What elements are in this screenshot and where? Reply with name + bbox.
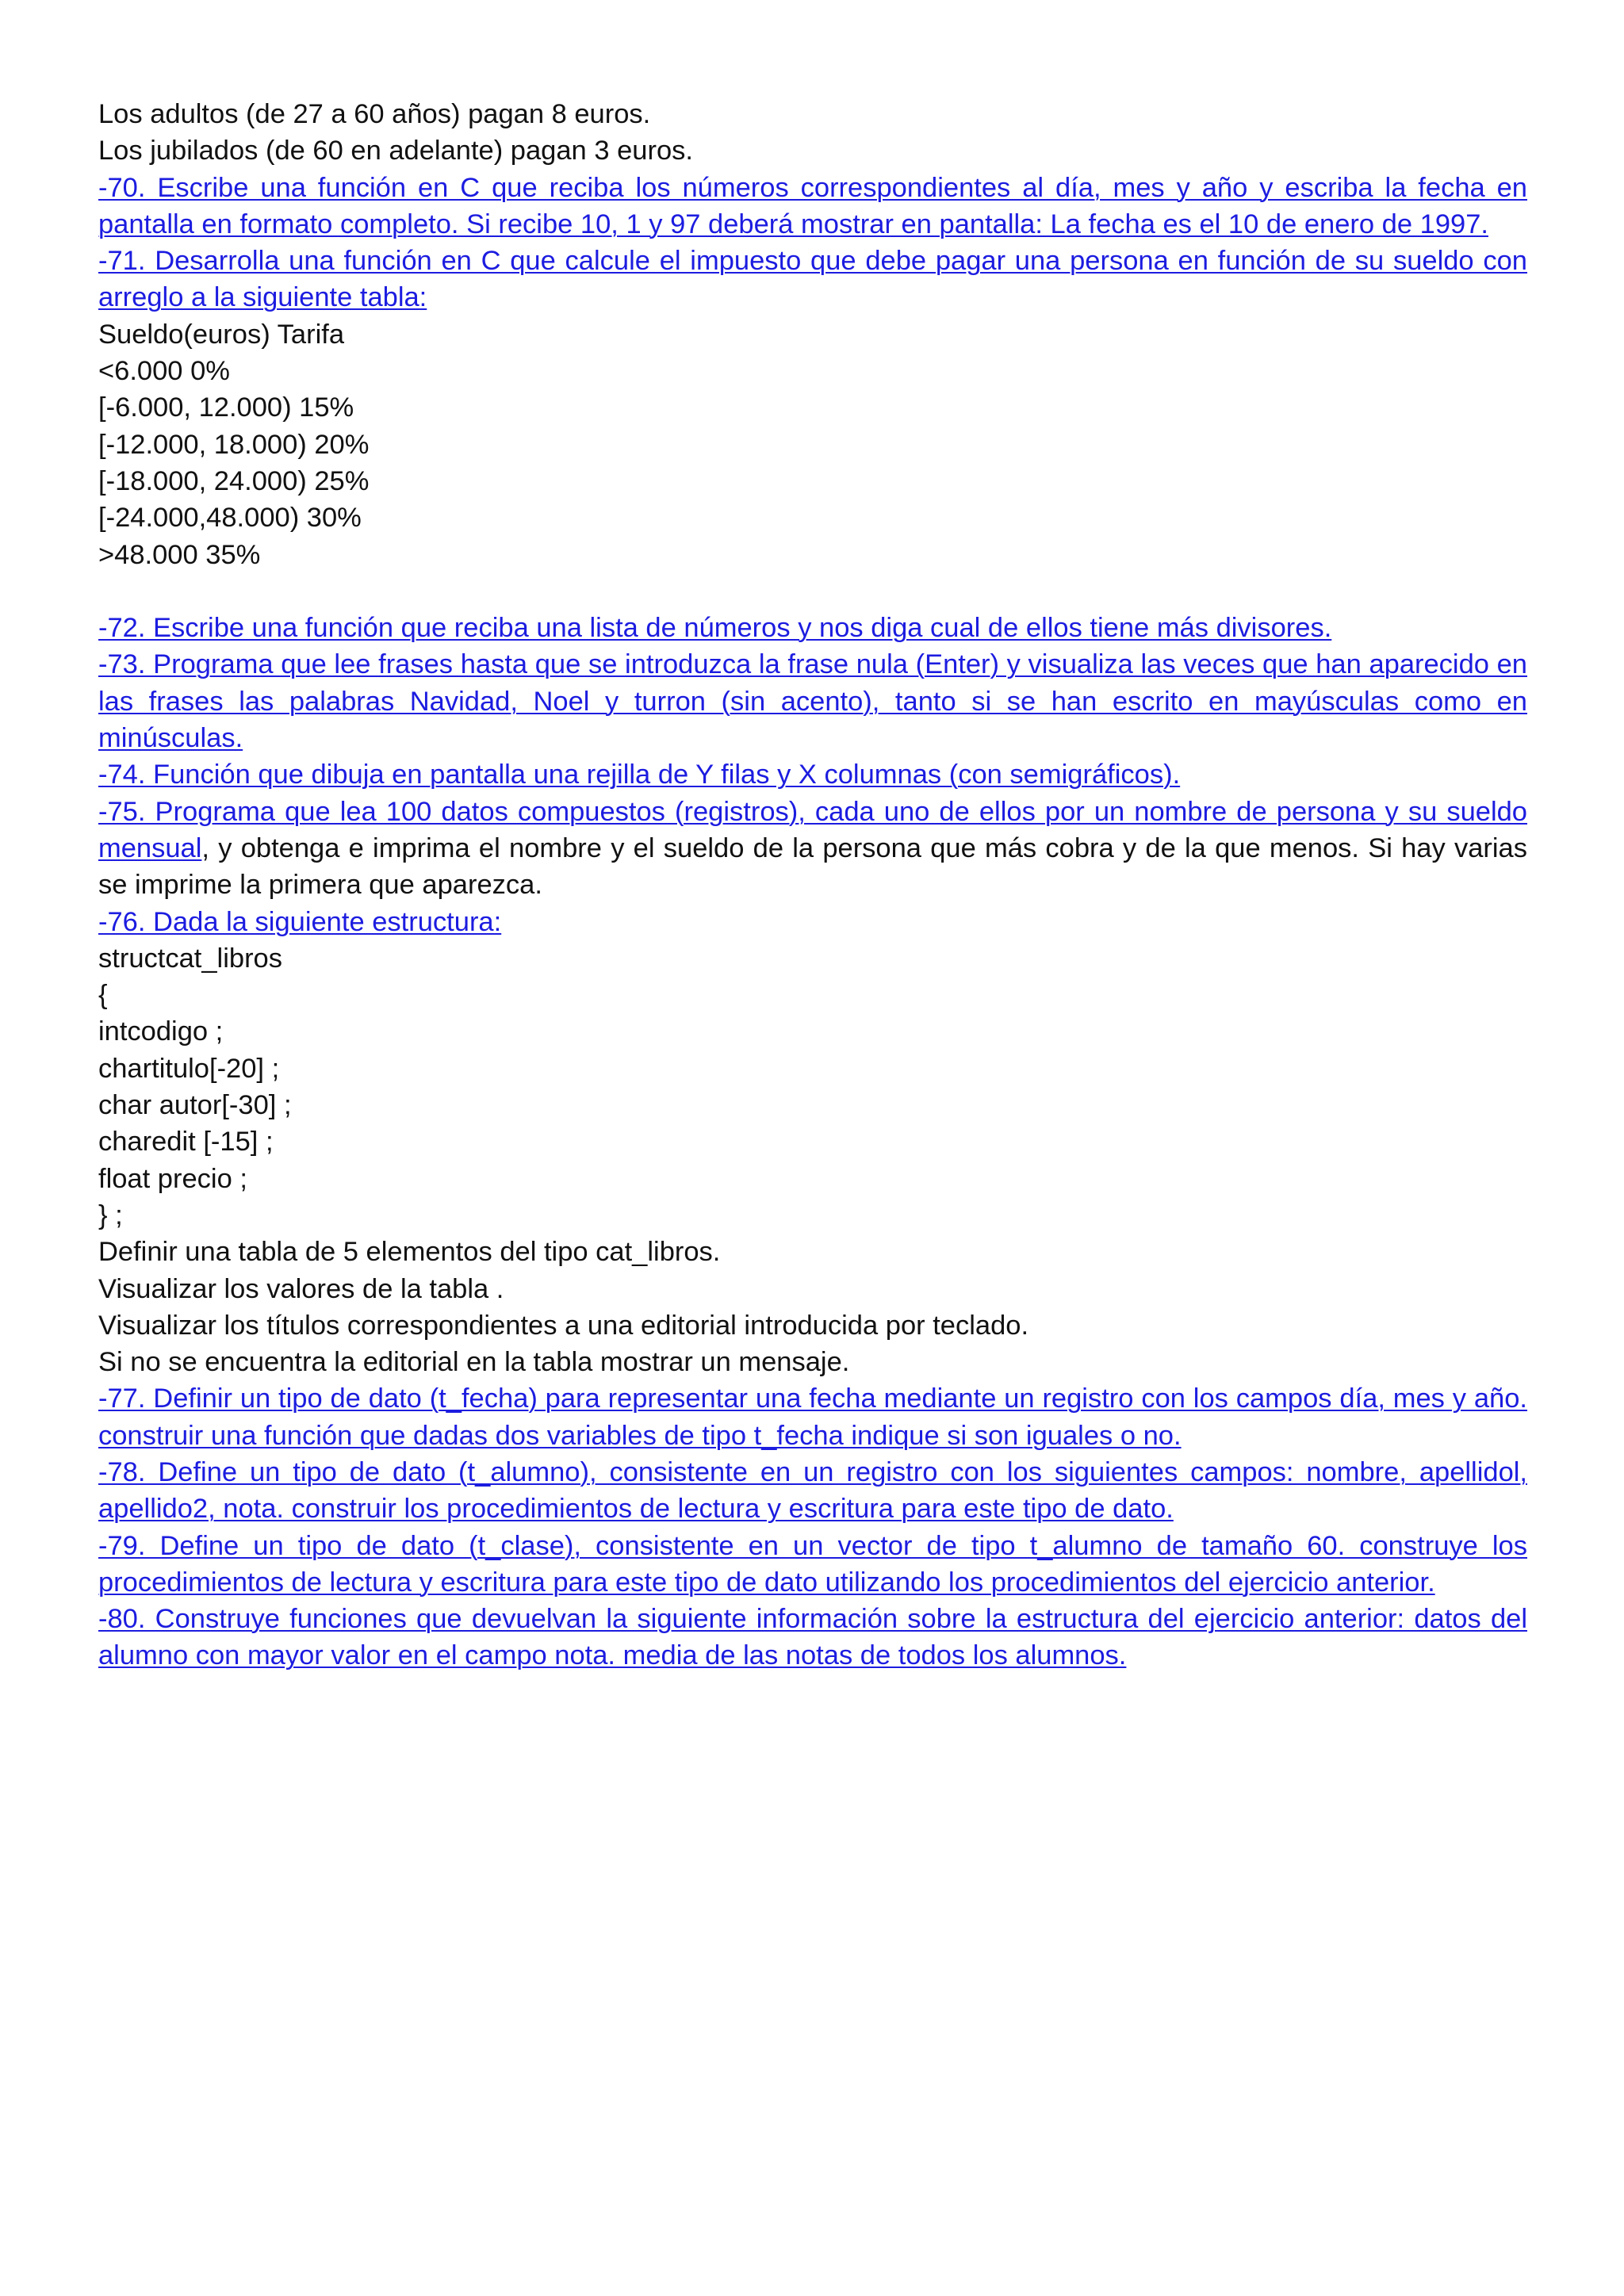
exercise-74-link[interactable]: -74. Función que dibuja en pantalla una rejilla de Y filas y X columnas (con semigráficos). <box>98 760 1181 790</box>
code-line: chartitulo[-20] ; <box>98 1053 280 1084</box>
code-line: float precio ; <box>98 1163 247 1194</box>
code-line: } ; <box>98 1200 123 1230</box>
exercise-79-link[interactable]: -79. Define un tipo de dato (t_clase), consistente en un vector de tipo t_alumno de tamaño 60. construye los procedimientos de lectura y escritura para este tipo de dato utilizando los procedimientos del ejercicio anterior. <box>98 1530 1527 1598</box>
code-line: structcat_libros <box>98 943 282 974</box>
document-body <box>98 96 1527 1674</box>
intro-adultos: Los adultos (de 27 a 60 años) pagan 8 euros. <box>98 99 651 129</box>
blank-line <box>98 573 1527 610</box>
exercise-76-link[interactable]: -76. Dada la siguiente estructura: <box>98 906 502 937</box>
instruction-line: Si no se encuentra la editorial en la tabla mostrar un mensaje. <box>98 1347 850 1378</box>
tax-table-row: [-24.000,48.000) 30% <box>98 503 362 534</box>
exercise-75-paragraph <box>98 794 1527 904</box>
exercise-72-link[interactable]: -72. Escribe una función que reciba una lista de números y nos diga cual de ellos tiene más divisores. <box>98 613 1332 644</box>
tax-table-row: [-18.000, 24.000) 25% <box>98 465 370 496</box>
tax-table-row: [-6.000, 12.000) 15% <box>98 392 354 423</box>
instruction-line: Visualizar los títulos correspondientes a una editorial introducida por teclado. <box>98 1310 1029 1341</box>
tax-table-row: >48.000 35% <box>98 539 261 570</box>
exercise-73-link[interactable]: -73. Programa que lee frases hasta que se introduzca la frase nula (Enter) y visualiza las veces que han aparecido en las frases las palabras Navidad, Noel y turron (sin acento), tanto si se han escrito en mayúsculas como en minúsculas. <box>98 649 1527 754</box>
tax-table-row: <6.000 0% <box>98 356 230 387</box>
exercise-75-rest: , y obtenga e imprima el nombre y el sueldo de la persona que más cobra y de la que menos. Si hay varias se imprime la primera que aparezca. <box>98 832 1527 901</box>
code-line: char autor[-30] ; <box>98 1090 292 1121</box>
exercise-77-link[interactable]: -77. Definir un tipo de dato (t_fecha) para representar una fecha mediante un registro con los campos día, mes y año. construir una función que dadas dos variables de tipo t_fecha indique si son iguales o no. <box>98 1383 1527 1451</box>
intro-jubilados: Los jubilados (de 60 en adelante) pagan 3 euros. <box>98 136 693 166</box>
code-line: charedit [-15] ; <box>98 1127 274 1158</box>
code-line: { <box>98 980 108 1011</box>
tax-table-row: [-12.000, 18.000) 20% <box>98 429 370 460</box>
code-line: intcodigo ; <box>98 1016 224 1047</box>
exercise-75-link[interactable]: -75. Programa que lea 100 datos compuestos (registros), cada uno de ellos por un nombre de persona y su sueldo mensual <box>98 796 1527 863</box>
instruction-line: Visualizar los valores de la tabla . <box>98 1273 504 1304</box>
exercise-70-link[interactable]: -70. Escribe una función en C que reciba los números correspondientes al día, mes y año y escriba la fecha en pantalla en formato completo. Si recibe 10, 1 y 97 deberá mostrar en pantalla: La fecha es el 10 de enero de 1997. <box>98 172 1527 239</box>
exercise-80-link[interactable]: -80. Construye funciones que devuelvan la siguiente información sobre la estructura del ejercicio anterior: datos del alumno con mayor valor en el campo nota. media de las notas de todos los alumnos. <box>98 1604 1527 1671</box>
exercise-71-link[interactable]: -71. Desarrolla una función en C que calcule el impuesto que debe pagar una persona en función de su sueldo con arreglo a la siguiente tabla: <box>98 246 1527 313</box>
tax-table-header: Sueldo(euros) Tarifa <box>98 319 345 350</box>
instruction-line: Definir una tabla de 5 elementos del tipo cat_libros. <box>98 1237 721 1268</box>
exercise-78-link[interactable]: -78. Define un tipo de dato (t_alumno), consistente en un registro con los siguientes campos: nombre, apellidol, apellido2, nota. construir los procedimientos de lectura y escritura para este tipo de dato. <box>98 1456 1527 1525</box>
